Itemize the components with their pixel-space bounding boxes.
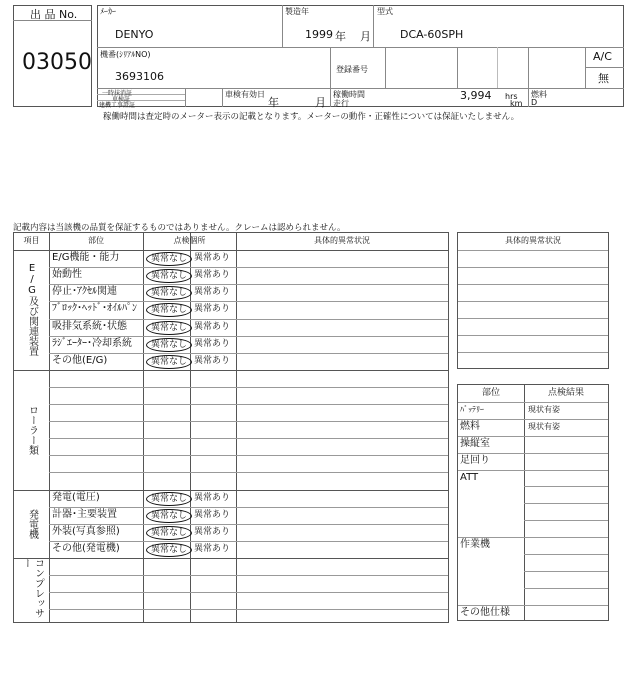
ok-option[interactable] <box>146 251 192 267</box>
maker-value: DENYO <box>115 28 154 41</box>
cert-inspection: 車検証 <box>112 96 131 103</box>
ng-option[interactable]: 異常あり <box>194 287 231 298</box>
hours-value: 3,994 <box>460 89 492 102</box>
column-divider <box>49 233 50 622</box>
part-label: その他仕様 <box>460 606 510 618</box>
row-divider <box>49 455 448 456</box>
model-label: 型式 <box>377 7 393 16</box>
row-divider <box>458 301 608 302</box>
ok-circled[interactable]: 異常なし <box>146 252 192 266</box>
lot-label: 出 品 No. <box>30 8 78 21</box>
row-divider <box>524 520 608 521</box>
fuel-label: 燃料 <box>531 90 547 99</box>
part-name: 吸排気系統･状態 <box>52 320 127 332</box>
part-label: 足回り <box>460 454 490 466</box>
result-value: 現状有姿 <box>528 421 560 431</box>
ac-label: A/C <box>593 50 612 63</box>
inspection-table <box>13 232 449 623</box>
column-header: 項目 <box>23 236 40 245</box>
ng-option[interactable]: 異常あり <box>194 338 231 349</box>
row-divider <box>524 554 608 555</box>
ok-option[interactable] <box>146 508 192 524</box>
side-header: 点検結果 <box>547 388 584 398</box>
divider <box>97 47 624 48</box>
serial-value: 3693106 <box>115 70 164 83</box>
row-divider <box>458 470 608 471</box>
column-header: 部位 <box>88 236 104 245</box>
inspect-month: 月 <box>315 96 326 109</box>
column-divider <box>143 233 144 622</box>
part-result-table <box>457 384 609 621</box>
ok-option[interactable] <box>146 491 192 507</box>
result-value: 現状有姿 <box>528 404 560 414</box>
side-header: 部位 <box>481 388 500 398</box>
section-label-2 <box>14 490 49 558</box>
ok-option[interactable] <box>146 302 192 318</box>
run-label: 走行 <box>333 99 349 108</box>
row-divider <box>49 267 448 268</box>
hours-unit: hrs <box>505 92 518 101</box>
inspect-label: 車検有効日 <box>225 90 265 99</box>
ok-circled[interactable]: 異常なし <box>146 286 192 300</box>
ng-option[interactable]: 異常あり <box>194 321 231 332</box>
ng-option[interactable]: 異常あり <box>194 526 231 537</box>
ok-circled[interactable]: 異常なし <box>146 492 192 506</box>
cert-construction: 建機工事證証 <box>99 102 136 109</box>
part-label: 燃料 <box>460 420 480 432</box>
section-label-3 <box>14 558 49 626</box>
disclaimer-note: 記載内容は当該機の品質を保証するものではありません。クレームは認められません。 <box>13 223 346 233</box>
row-divider <box>49 421 448 422</box>
column-header: 具体的異常状況 <box>314 236 370 245</box>
ok-option[interactable] <box>146 337 192 353</box>
fuel-value: D <box>531 98 538 107</box>
row-divider <box>458 250 608 251</box>
divider <box>222 88 223 107</box>
year-unit: 年 <box>335 30 346 43</box>
meter-note: 稼働時間は査定時のメーター表示の記載となります。メーターの動作・正確性については保証いたしません。 <box>103 112 520 122</box>
part-name: 停止･ｱｸｾﾙ関連 <box>52 286 117 298</box>
divider <box>373 5 374 47</box>
inspect-year: 年 <box>268 96 279 109</box>
section-label-0 <box>14 250 49 370</box>
ac-value: 無 <box>598 72 609 85</box>
divider <box>385 47 386 88</box>
row-divider <box>458 267 608 268</box>
lot-number: 03050 <box>22 50 92 75</box>
part-name: E/G機能・能力 <box>52 252 120 264</box>
divider <box>528 47 529 107</box>
column-divider <box>236 233 237 622</box>
serial-label: 機番(ｼﾘｱﾙNO) <box>100 50 151 59</box>
row-divider <box>458 335 608 336</box>
ok-option[interactable] <box>146 354 192 370</box>
part-label: 操縦室 <box>460 437 490 449</box>
year-value: 1999 <box>305 28 333 41</box>
part-name: 発電(電圧) <box>52 491 100 503</box>
ok-circled[interactable]: 異常なし <box>146 543 192 557</box>
ng-option[interactable]: 異常あり <box>194 355 231 366</box>
divider <box>585 67 624 68</box>
run-unit: km <box>510 99 523 108</box>
ok-option[interactable] <box>146 542 192 558</box>
hours-label: 稼働時間 <box>333 90 365 99</box>
ok-option[interactable] <box>146 525 192 541</box>
divider <box>330 47 331 107</box>
divider <box>185 88 186 107</box>
ok-option[interactable] <box>146 285 192 301</box>
part-name: 計器･主要装置 <box>52 508 117 520</box>
ng-option[interactable]: 異常あり <box>194 253 231 264</box>
ok-circled[interactable]: 異常なし <box>146 509 192 523</box>
row-divider <box>524 503 608 504</box>
row-divider <box>524 588 608 589</box>
ng-option[interactable]: 異常あり <box>194 270 231 281</box>
ng-option[interactable]: 異常あり <box>194 492 231 503</box>
ng-option[interactable]: 異常あり <box>194 543 231 554</box>
ok-circled[interactable]: 異常なし <box>146 269 192 283</box>
row-divider <box>49 592 448 593</box>
year-label: 製造年 <box>285 7 309 16</box>
side-header: 具体的異常状況 <box>505 236 561 245</box>
row-divider <box>49 404 448 405</box>
ok-circled[interactable]: 異常なし <box>146 355 192 369</box>
row-divider <box>524 486 608 487</box>
row-divider <box>49 353 448 354</box>
month-unit: 月 <box>360 30 371 43</box>
section-name: コンプレッサー <box>20 557 44 618</box>
row-divider <box>49 609 448 610</box>
part-label: 作業機 <box>460 539 490 551</box>
part-label: ﾊﾞｯﾃﾘｰ <box>460 404 484 414</box>
row-divider <box>524 571 608 572</box>
ok-option[interactable] <box>146 320 192 336</box>
ng-option[interactable]: 異常あり <box>194 304 231 315</box>
divider <box>282 5 283 47</box>
row-divider <box>458 284 608 285</box>
part-name: ﾌﾞﾛｯｸ･ﾍｯﾄﾞ･ｵｲﾙﾊﾟﾝ <box>52 303 137 315</box>
ng-option[interactable]: 異常あり <box>194 509 231 520</box>
section-name: 発電機 <box>26 508 38 539</box>
ok-circled[interactable]: 異常なし <box>146 303 192 317</box>
part-name: ﾗｼﾞｴｰﾀｰ･冷却系統 <box>52 337 132 349</box>
column-header: 点検個所 <box>173 236 206 245</box>
row-divider <box>49 575 448 576</box>
part-name: その他(発電機) <box>52 542 120 554</box>
part-name: その他(E/G) <box>52 354 108 366</box>
part-label: ATT <box>460 471 479 483</box>
section-divider <box>14 370 448 371</box>
section-label-1 <box>14 370 49 490</box>
abnormal-detail-table <box>457 232 609 369</box>
reg-label: 登録番号 <box>336 65 368 74</box>
maker-label: ﾒｰｶｰ <box>100 7 116 16</box>
cert-temporary: 一時抹消証 <box>102 90 133 97</box>
row-divider <box>49 438 448 439</box>
section-divider <box>14 558 448 559</box>
row-divider <box>49 472 448 473</box>
ok-option[interactable] <box>146 268 192 284</box>
row-divider <box>458 318 608 319</box>
divider <box>457 47 458 88</box>
model-value: DCA-60SPH <box>400 28 464 41</box>
section-name: ローラー類 <box>26 404 38 455</box>
section-name: E/G及び関連装置 <box>26 263 38 357</box>
divider <box>497 47 498 88</box>
row-divider <box>458 352 608 353</box>
row-divider <box>49 387 448 388</box>
part-name: 外装(写真参照) <box>52 525 120 537</box>
ok-circled[interactable]: 異常なし <box>146 321 192 335</box>
ok-circled[interactable]: 異常なし <box>146 338 192 352</box>
ok-circled[interactable]: 異常なし <box>146 526 192 540</box>
part-name: 始動性 <box>52 269 82 281</box>
